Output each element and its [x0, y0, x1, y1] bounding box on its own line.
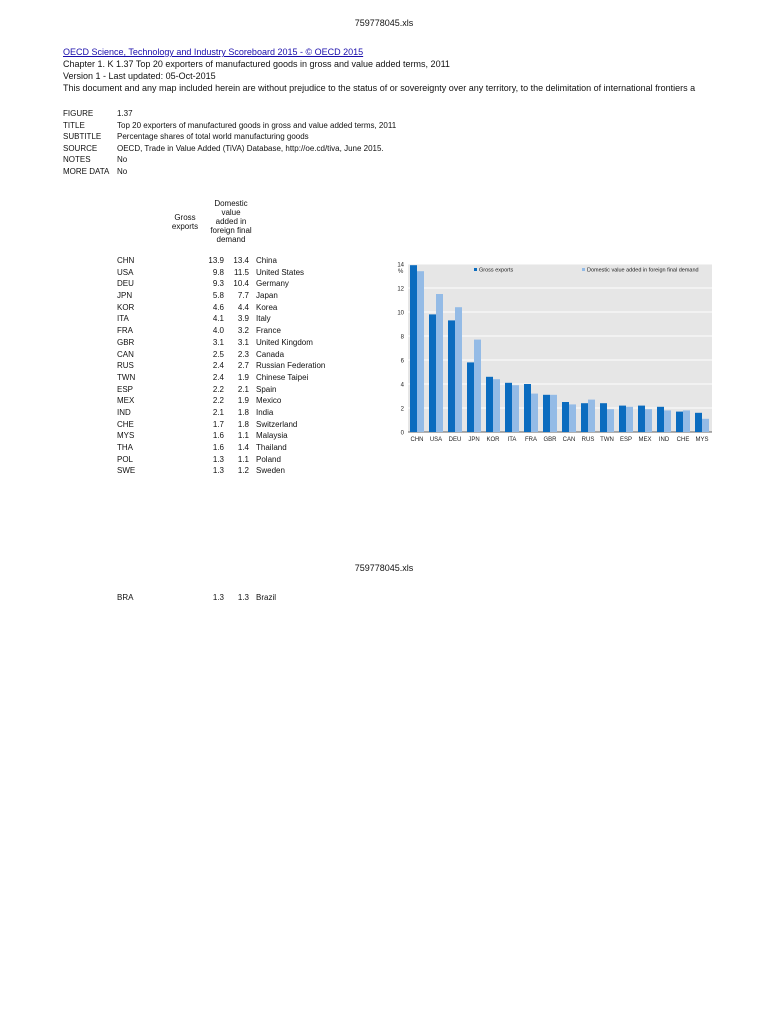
- legend-swatch: [474, 268, 477, 271]
- meta-row-subtitle: [63, 131, 396, 143]
- bar-gross-exports: [562, 402, 569, 432]
- gross-value: 1.3: [212, 593, 224, 602]
- table-row: [117, 431, 357, 443]
- legend-label: Domestic value added in foreign final demand: [587, 267, 699, 274]
- domestic-value: 1.9: [237, 372, 249, 382]
- header-line: Domestic: [214, 199, 248, 208]
- header-line: exports: [171, 222, 199, 231]
- meta-key: NOTES: [63, 155, 91, 165]
- bar-gross-exports: [619, 406, 626, 432]
- country-code: CHN: [117, 256, 135, 265]
- bar-domestic-value: [588, 400, 595, 432]
- country-code: MEX: [117, 396, 135, 406]
- country-code: DEU: [117, 279, 134, 289]
- domestic-value: 1.8: [237, 407, 249, 417]
- country-name: Brazil: [256, 593, 277, 602]
- y-tick-label: 4: [400, 382, 404, 389]
- gross-value: 4.6: [212, 302, 224, 312]
- oecd-scoreboard-link[interactable]: OECD Science, Technology and Industry Scoreboard 2015 - © OECD 2015: [63, 47, 364, 57]
- domestic-value: 1.1: [237, 431, 249, 441]
- bar-domestic-value: [436, 294, 443, 432]
- bar-chart: [396, 262, 712, 448]
- x-tick-label: JPN: [468, 437, 480, 443]
- gross-value: 2.2: [212, 384, 224, 394]
- version-line: Version 1 - Last updated: 05-Oct-2015: [63, 71, 216, 81]
- meta-value: No: [117, 166, 128, 176]
- table-row: [117, 279, 357, 291]
- country-name: Russian Federation: [256, 361, 326, 371]
- country-name: Spain: [256, 384, 277, 394]
- domestic-value: 1.9: [237, 396, 249, 406]
- domestic-value: 1.1: [237, 454, 249, 464]
- bar-gross-exports: [524, 384, 531, 432]
- bar-gross-exports: [581, 403, 588, 432]
- bar-gross-exports: [467, 362, 474, 432]
- bar-gross-exports: [486, 377, 493, 432]
- country-code: JPN: [117, 291, 133, 301]
- y-tick-label: 2: [400, 406, 404, 413]
- table-row: [117, 361, 357, 373]
- country-code: BRA: [117, 593, 134, 602]
- bar-domestic-value: [474, 340, 481, 432]
- gross-value: 1.3: [212, 454, 224, 464]
- x-tick-label: KOR: [486, 437, 500, 443]
- table-row: [117, 268, 357, 280]
- table-row: [117, 420, 357, 432]
- y-tick-label: 8: [400, 334, 404, 341]
- x-tick-label: CHN: [410, 437, 424, 443]
- meta-key: SOURCE: [63, 143, 98, 153]
- bar-domestic-value: [607, 409, 614, 432]
- domestic-value: 11.5: [234, 267, 249, 277]
- domestic-value: 2.7: [237, 361, 249, 371]
- bar-domestic-value: [550, 395, 557, 432]
- header-line: added in: [215, 217, 247, 226]
- bar-domestic-value: [455, 307, 462, 432]
- y-axis-label: %: [398, 269, 404, 275]
- meta-value: Top 20 exporters of manufactured goods in gross and value added terms, 2011: [117, 120, 397, 130]
- country-name: Thailand: [256, 443, 287, 452]
- table-row: [117, 408, 357, 420]
- x-tick-label: CHE: [676, 437, 690, 443]
- meta-key: TITLE: [63, 120, 85, 130]
- country-name: United Kingdom: [256, 337, 313, 347]
- country-name: Italy: [256, 314, 271, 324]
- table-row: [117, 314, 357, 326]
- bar-gross-exports: [410, 265, 417, 432]
- table-row: [117, 350, 357, 362]
- country-name: India: [256, 407, 274, 417]
- gross-value: 9.3: [212, 279, 224, 289]
- domestic-value: 4.4: [237, 302, 249, 312]
- domestic-value: 3.1: [237, 337, 249, 347]
- file-title-page2: 759778045.xls: [354, 563, 414, 573]
- bar-gross-exports: [429, 314, 436, 432]
- x-tick-label: ITA: [507, 437, 517, 443]
- x-tick-label: MYS: [695, 437, 709, 443]
- bar-domestic-value: [531, 394, 538, 432]
- gross-value: 2.4: [212, 372, 224, 382]
- domestic-value: 3.2: [237, 326, 249, 336]
- meta-value: OECD, Trade in Value Added (TiVA) Database, http://oe.cd/tiva, June 2015.: [117, 143, 384, 153]
- country-name: Poland: [256, 454, 281, 464]
- country-name: Germany: [256, 279, 289, 289]
- country-code: CHE: [117, 419, 134, 429]
- table-row: [117, 443, 357, 455]
- country-code: USA: [117, 267, 134, 277]
- gross-value: 2.4: [212, 361, 224, 371]
- meta-value: No: [117, 155, 128, 165]
- country-name: Switzerland: [256, 419, 298, 429]
- table-row: [117, 593, 357, 605]
- data-table-page2: [117, 593, 357, 605]
- bar-gross-exports: [638, 406, 645, 432]
- country-name: Mexico: [256, 396, 282, 406]
- country-name: United States: [256, 267, 305, 277]
- country-code: RUS: [117, 361, 134, 371]
- file-title: 759778045.xls: [354, 18, 414, 28]
- column-header-gross: [165, 213, 205, 231]
- gross-value: 13.9: [208, 256, 224, 265]
- chapter-line: Chapter 1. K 1.37 Top 20 exporters of manufactured goods in gross and value added terms, 2011: [63, 59, 450, 69]
- domestic-value: 7.7: [237, 291, 249, 301]
- x-tick-label: TWN: [600, 437, 614, 443]
- country-code: GBR: [117, 337, 135, 347]
- table-row: [117, 396, 357, 408]
- y-tick-label: 14: [397, 262, 404, 269]
- bar-domestic-value: [664, 410, 671, 432]
- metadata-block: [63, 108, 396, 178]
- table-row: [117, 385, 357, 397]
- country-name: Korea: [256, 302, 278, 312]
- header-line: Gross: [174, 213, 196, 222]
- data-table: [117, 256, 357, 478]
- country-code: POL: [117, 454, 134, 464]
- bar-domestic-value: [512, 385, 519, 432]
- domestic-value: 10.4: [233, 279, 249, 289]
- country-code: ITA: [117, 314, 129, 324]
- header-line: demand: [216, 235, 246, 244]
- domestic-value: 2.1: [237, 384, 249, 394]
- bar-domestic-value: [493, 379, 500, 432]
- gross-value: 1.3: [212, 466, 224, 476]
- bar-gross-exports: [695, 413, 702, 432]
- y-tick-label: 0: [400, 430, 404, 437]
- bar-gross-exports: [676, 412, 683, 432]
- country-code: FRA: [117, 326, 133, 336]
- meta-key: SUBTITLE: [63, 132, 102, 142]
- gross-value: 9.8: [212, 267, 224, 277]
- gross-value: 1.6: [212, 431, 224, 441]
- x-tick-label: CAN: [562, 437, 576, 443]
- country-name: Canada: [256, 349, 285, 359]
- x-tick-label: IND: [658, 437, 670, 443]
- bar-gross-exports: [657, 407, 664, 432]
- country-code: CAN: [117, 349, 134, 359]
- bar-gross-exports: [505, 383, 512, 432]
- x-tick-label: RUS: [581, 437, 595, 443]
- x-tick-label: MEX: [638, 437, 652, 443]
- y-tick-label: 6: [400, 358, 404, 365]
- country-name: China: [256, 256, 277, 265]
- country-code: ESP: [117, 384, 134, 394]
- meta-key: MORE DATA: [63, 166, 110, 176]
- table-row: [117, 466, 357, 478]
- bar-domestic-value: [645, 409, 652, 432]
- disclaimer-line: This document and any map included herein are without prejudice to the status of or sovereignty over any territory, to the delimitation of international frontiers a: [63, 83, 696, 93]
- gross-value: 1.7: [212, 419, 224, 429]
- x-tick-label: FRA: [525, 437, 537, 443]
- country-code: IND: [117, 407, 131, 417]
- column-header-domestic: [203, 199, 259, 244]
- table-row: [117, 326, 357, 338]
- domestic-value: 13.4: [233, 256, 249, 265]
- country-code: KOR: [117, 302, 135, 312]
- x-tick-label: ESP: [619, 437, 633, 443]
- x-tick-label: USA: [429, 437, 443, 443]
- table-row: [117, 373, 357, 385]
- domestic-value: 3.9: [237, 314, 249, 324]
- domestic-value: 1.3: [237, 593, 249, 602]
- country-name: France: [256, 326, 281, 336]
- bar-domestic-value: [702, 419, 709, 432]
- x-tick-label: GBR: [543, 437, 557, 443]
- bar-domestic-value: [569, 404, 576, 432]
- bar-domestic-value: [683, 410, 690, 432]
- header-line: foreign final: [210, 226, 252, 235]
- meta-row-notes: [63, 154, 396, 166]
- domestic-value: 1.4: [237, 443, 249, 452]
- meta-value: 1.37: [117, 109, 133, 118]
- country-name: Malaysia: [256, 431, 288, 441]
- table-row: [117, 338, 357, 350]
- country-code: MYS: [117, 431, 135, 441]
- x-tick-label: DEU: [448, 437, 462, 443]
- domestic-value: 2.3: [237, 349, 249, 359]
- country-code: SWE: [117, 466, 136, 476]
- domestic-value: 1.2: [237, 466, 249, 476]
- country-name: Sweden: [256, 466, 285, 476]
- meta-row-title: [63, 120, 396, 132]
- country-name: Japan: [256, 291, 278, 301]
- meta-row-more-data: [63, 166, 396, 178]
- meta-key: FIGURE: [63, 109, 94, 118]
- bar-domestic-value: [417, 271, 424, 432]
- meta-value: Percentage shares of total world manufacturing goods: [117, 132, 309, 142]
- country-code: THA: [117, 443, 133, 452]
- y-tick-label: 12: [397, 286, 404, 293]
- gross-value: 5.8: [212, 291, 224, 301]
- legend-label: Gross exports: [479, 267, 514, 274]
- legend-swatch: [582, 268, 585, 271]
- y-tick-label: 10: [397, 310, 404, 317]
- domestic-value: 1.8: [237, 419, 249, 429]
- gross-value: 4.0: [212, 326, 224, 336]
- gross-value: 2.2: [212, 396, 224, 406]
- header-line: value: [221, 208, 241, 217]
- bar-gross-exports: [543, 395, 550, 432]
- gross-value: 1.6: [212, 443, 224, 452]
- table-row: [117, 303, 357, 315]
- meta-row-figure: [63, 108, 396, 120]
- table-row: [117, 291, 357, 303]
- gross-value: 2.5: [212, 349, 224, 359]
- country-code: TWN: [117, 372, 136, 382]
- table-row: [117, 256, 357, 268]
- meta-row-source: [63, 143, 396, 155]
- gross-value: 2.1: [212, 407, 224, 417]
- gross-value: 4.1: [212, 314, 224, 324]
- header-link[interactable]: [63, 47, 363, 58]
- table-row: [117, 455, 357, 467]
- gross-value: 3.1: [212, 337, 224, 347]
- bar-gross-exports: [448, 320, 455, 432]
- country-name: Chinese Taipei: [256, 372, 309, 382]
- bar-domestic-value: [626, 407, 633, 432]
- bar-gross-exports: [600, 403, 607, 432]
